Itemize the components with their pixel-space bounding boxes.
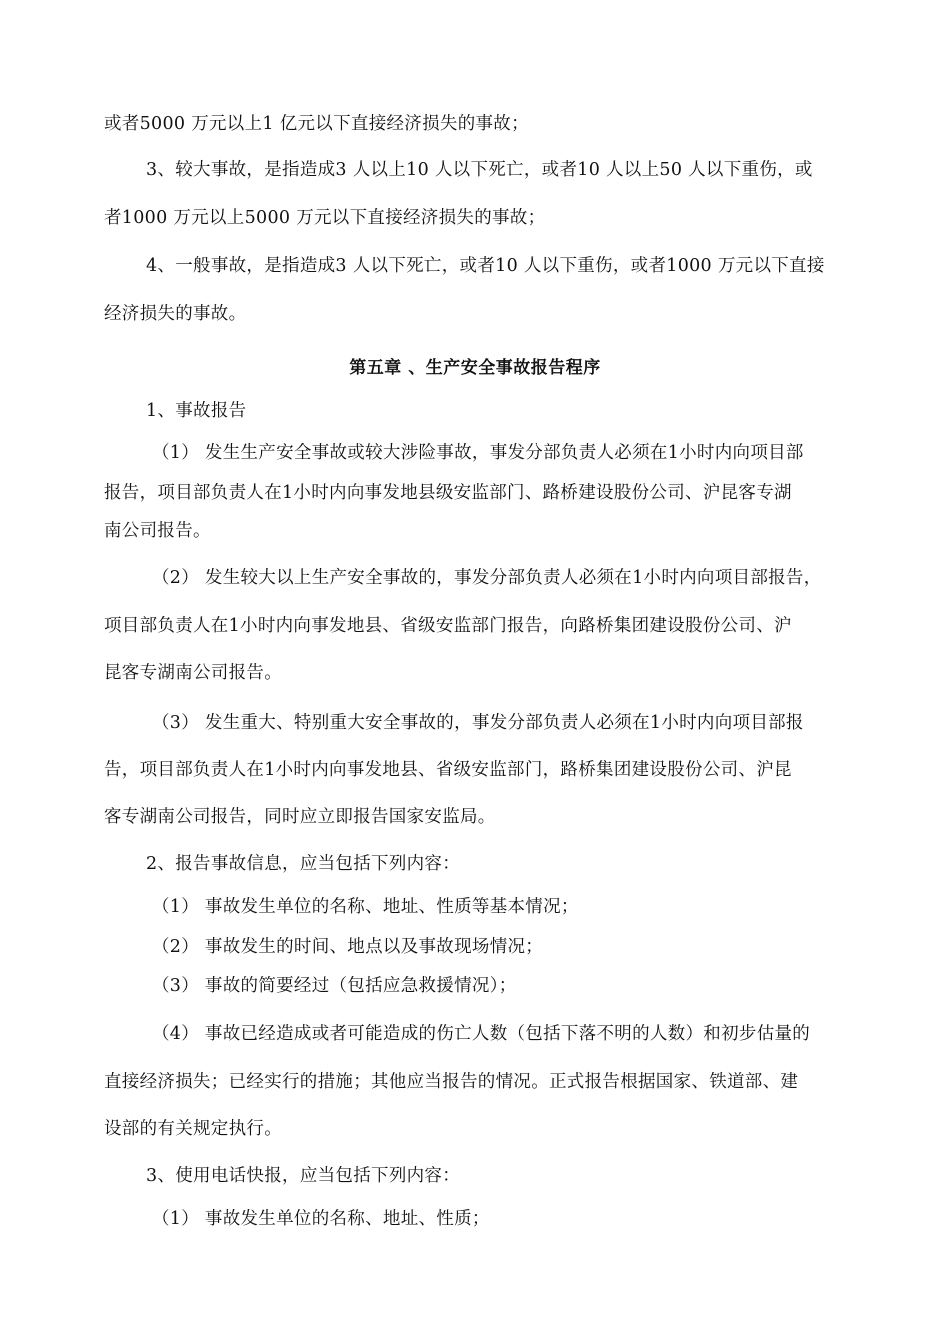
text-line: 者1000 万元以上5000 万元以下直接经济损失的事故；	[104, 208, 546, 228]
chapter-heading: 第五章 、生产安全事故报告程序	[349, 358, 601, 378]
text-line: 告，项目部负责人在1小时内向事发地县、省级安监部门，路桥集团建设股份公司、沪昆	[104, 760, 792, 780]
text-line: （1） 发生生产安全事故或较大涉险事故，事发分部负责人必须在1小时内向项目部	[152, 443, 804, 463]
text-line: 4、一般事故，是指造成3 人以下死亡，或者10 人以下重伤，或者1000 万元以下直接	[146, 256, 825, 276]
text-line: 2、报告事故信息，应当包括下列内容：	[146, 854, 461, 874]
text-line: （2） 发生较大以上生产安全事故的，事发分部负责人必须在1小时内向项目部报告，	[152, 568, 822, 588]
text-line: 报告，项目部负责人在1小时内向事发地县级安监部门、路桥建设股份公司、沪昆客专湖	[104, 483, 792, 503]
text-line: （1） 事故发生单位的名称、地址、性质等基本情况；	[152, 897, 579, 917]
text-line: （3） 事故的简要经过（包括应急救援情况）；	[152, 976, 517, 996]
text-line: 直接经济损失；已经实行的措施；其他应当报告的情况。正式报告根据国家、铁道部、建	[104, 1072, 799, 1092]
text-line: （1） 事故发生单位的名称、地址、性质；	[152, 1209, 490, 1229]
text-line: 项目部负责人在1小时内向事发地县、省级安监部门报告，向路桥集团建设股份公司、沪	[104, 616, 792, 636]
text-line: 3、使用电话快报，应当包括下列内容：	[146, 1166, 461, 1186]
text-line: 南公司报告。	[104, 521, 211, 541]
text-line: 客专湖南公司报告，同时应立即报告国家安监局。	[104, 807, 496, 827]
text-line: 3、较大事故，是指造成3 人以上10 人以下死亡，或者10 人以上50 人以下重伤，或	[146, 160, 813, 180]
text-line: 经济损失的事故。	[104, 304, 247, 324]
text-line: 或者5000 万元以上1 亿元以下直接经济损失的事故；	[104, 114, 529, 134]
text-line: （2） 事故发生的时间、地点以及事故现场情况；	[152, 937, 544, 957]
text-line: （4） 事故已经造成或者可能造成的伤亡人数（包括下落不明的人数）和初步估量的	[152, 1024, 811, 1044]
text-line: （3） 发生重大、特别重大安全事故的，事发分部负责人必须在1小时内向项目部报	[152, 713, 804, 733]
text-line: 1、事故报告	[146, 401, 247, 421]
text-line: 设部的有关规定执行。	[104, 1119, 282, 1139]
text-line: 昆客专湖南公司报告。	[104, 663, 282, 683]
